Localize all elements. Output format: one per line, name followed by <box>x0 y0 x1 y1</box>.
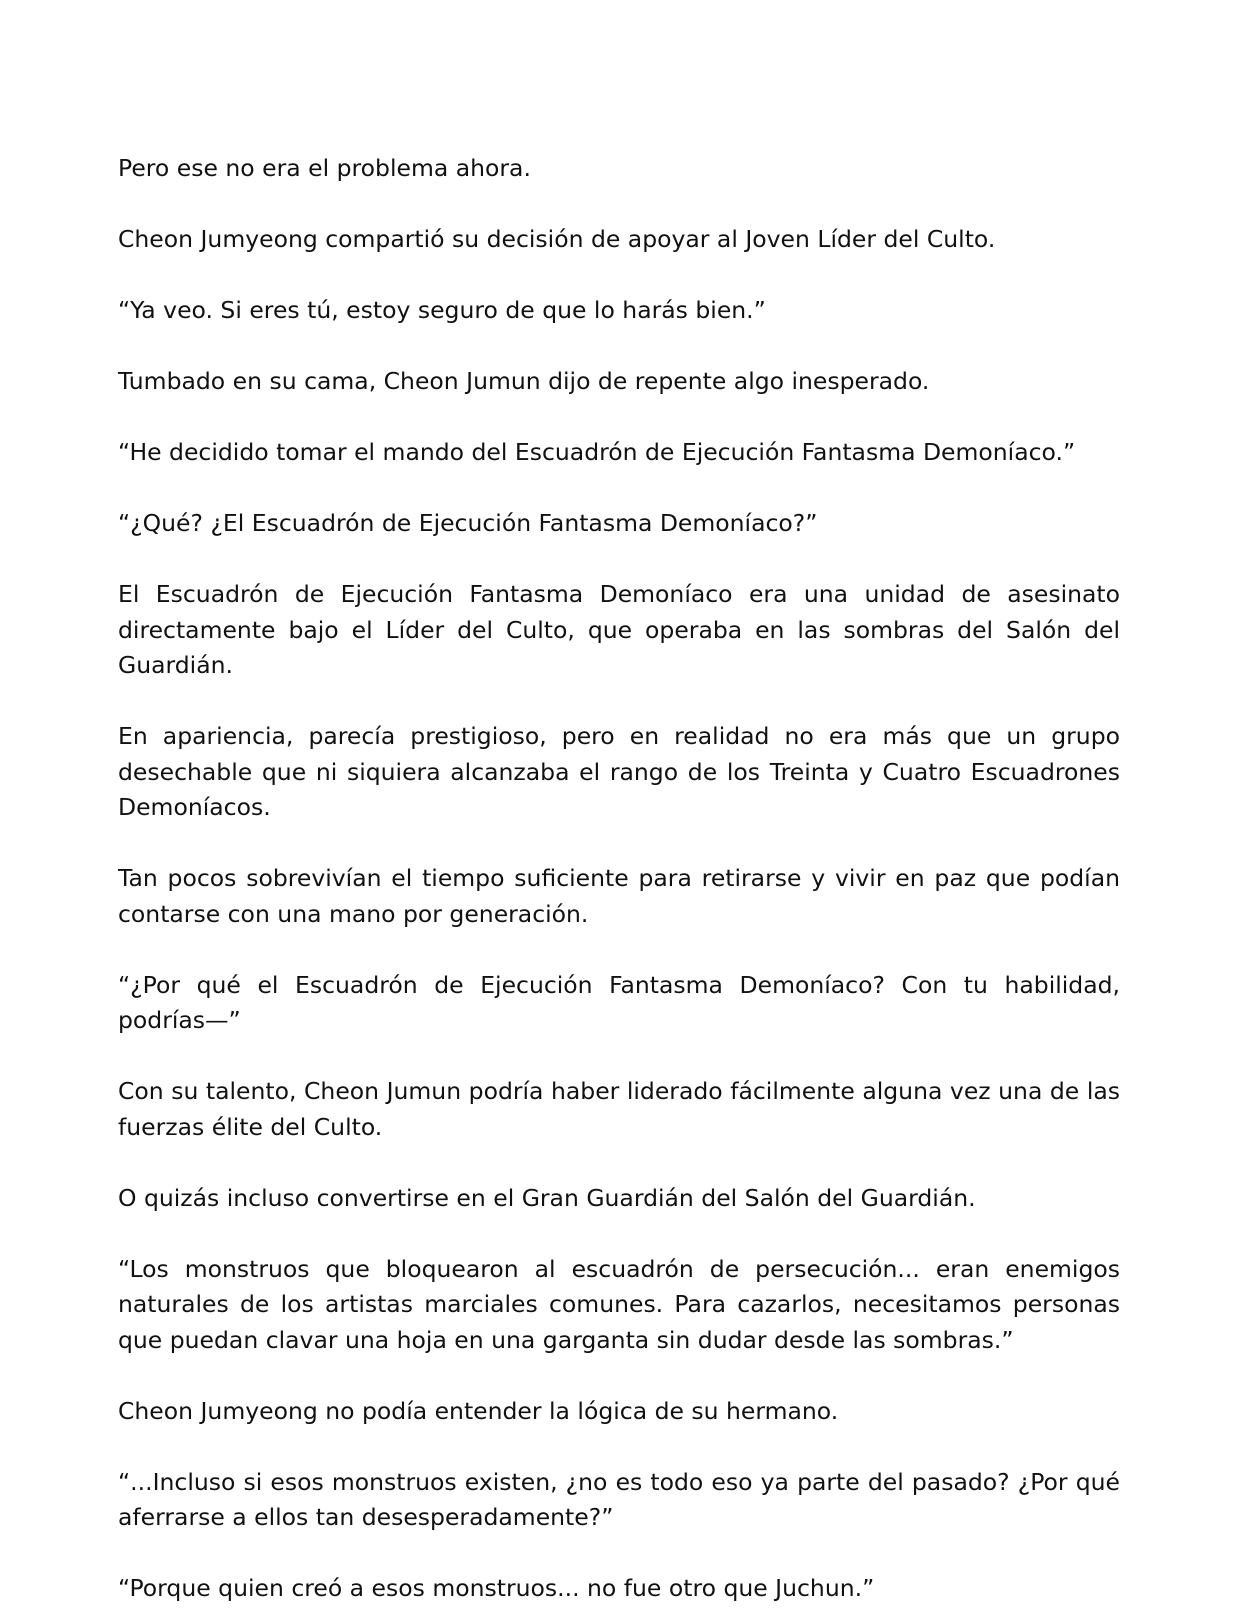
paragraph: En apariencia, parecía prestigioso, pero en realidad no era más que un grupo desechable que ni siquiera alcanzaba el rango de los Treinta y Cuatro Escuadrones Demoníacos. <box>118 722 1120 821</box>
paragraph: O quizás incluso convertirse en el Gran Guardián del Salón del Guardián. <box>118 1183 976 1212</box>
paragraph: El Escuadrón de Ejecución Fantasma Demoníaco era una unidad de asesinato directamente bajo el Líder del Culto, que operaba en las sombras del Salón del Guardián. <box>118 580 1120 679</box>
paragraph: “Ya veo. Si eres tú, estoy seguro de que lo harás bien.” <box>118 296 766 324</box>
paragraph: “...Incluso si esos monstruos existen, ¿no es todo eso ya parte del pasado? ¿Por qué aferrarse a ellos tan desesperadamente?” <box>118 1467 1120 1531</box>
document-body <box>118 151 1120 1607</box>
paragraph: “¿Por qué el Escuadrón de Ejecución Fantasma Demoníaco? Con tu habilidad, podrías—” <box>118 970 1120 1034</box>
paragraph: “He decidido tomar el mando del Escuadrón de Ejecución Fantasma Demoníaco.” <box>118 438 1076 466</box>
paragraph: “¿Qué? ¿El Escuadrón de Ejecución Fantasma Demoníaco?” <box>118 509 818 537</box>
paragraph: “Porque quien creó a esos monstruos... no fue otro que Juchun.” <box>118 1574 875 1602</box>
paragraph: Cheon Jumyeong no podía entender la lógica de su hermano. <box>118 1396 839 1425</box>
paragraph: Tan pocos sobrevivían el tiempo suficiente para retirarse y vivir en paz que podían contarse con una mano por generación. <box>118 864 1120 928</box>
paragraph: Pero ese no era el problema ahora. <box>118 154 531 182</box>
paragraph: Cheon Jumyeong compartió su decisión de apoyar al Joven Líder del Culto. <box>118 225 996 253</box>
paragraph: Tumbado en su cama, Cheon Jumun dijo de repente algo inesperado. <box>118 367 930 395</box>
paragraph: Con su talento, Cheon Jumun podría haber liderado fácilmente alguna vez una de las fuerzas élite del Culto. <box>118 1077 1120 1141</box>
paragraph: “Los monstruos que bloquearon al escuadrón de persecución... eran enemigos naturales de los artistas marciales comunes. Para cazarlos, necesitamos personas que puedan clavar una hoja en una garganta sin dudar desde las sombras.” <box>118 1254 1120 1354</box>
